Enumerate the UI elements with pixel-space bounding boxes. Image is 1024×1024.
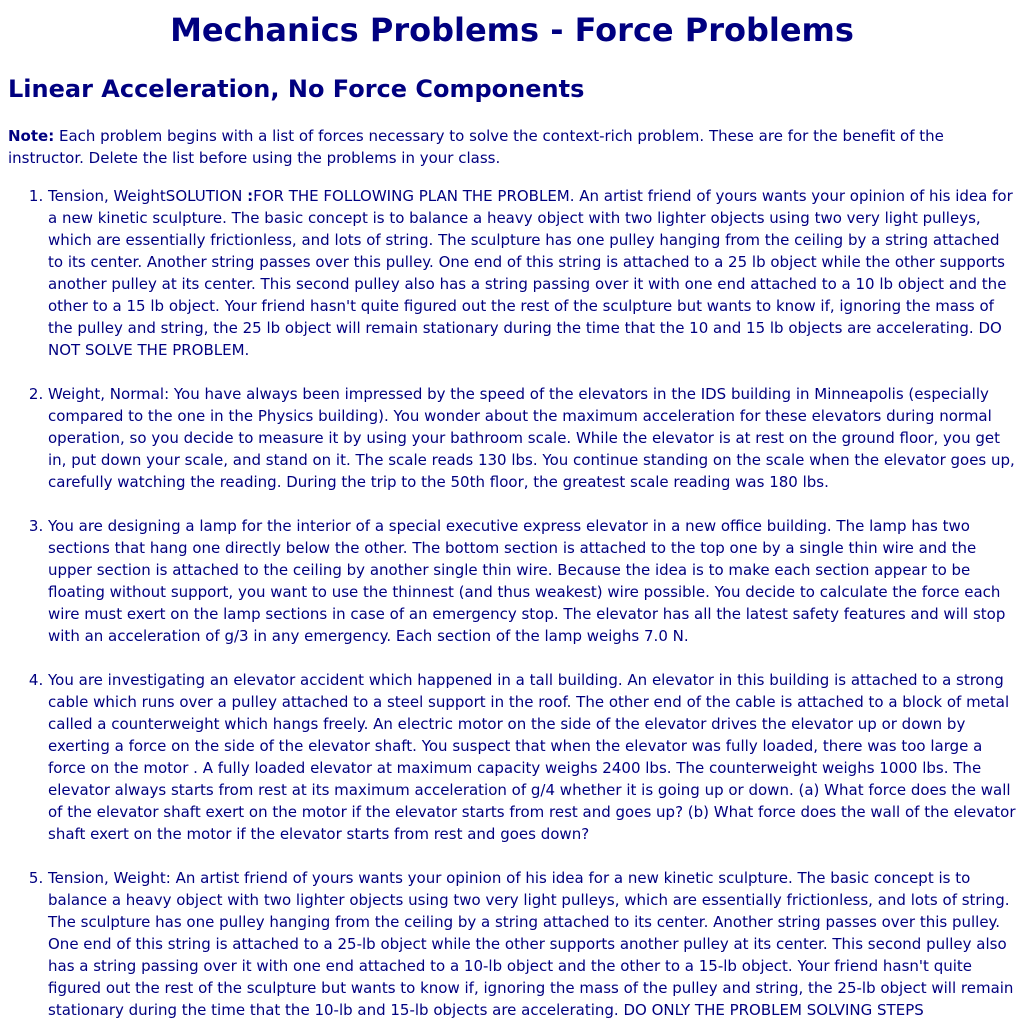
section-heading: Linear Acceleration, No Force Components	[8, 75, 585, 103]
instructor-note	[8, 125, 1008, 169]
problem-item-3	[48, 515, 1016, 647]
problem-3-text: You are designing a lamp for the interior of a special executive express elevator in a new office building. The lamp has two sections that hang one directly below the other. The bottom section is attached to the top one by a single thin wire and the upper section is attached to the ceiling by another single thin wire. Because the idea is to make each section appear to be floating without support, you want to use the thinnest (and thus weakest) wire possible. You decide to calculate the force each wire must exert on the lamp sections in case of an emergency stop. The elevator has all the latest safety features and will stop with an acceleration of g/3 in any emergency. Each section of the lamp weighs 7.0 N.	[48, 517, 1006, 645]
problem-item-5	[48, 867, 1016, 1021]
problem-item-4	[48, 669, 1016, 845]
note-label: Note:	[8, 127, 55, 145]
problem-item-2	[48, 383, 1016, 493]
problem-1-forces: Tension, WeightSOLUTION	[48, 187, 248, 205]
page-title: Mechanics Problems - Force Problems	[170, 11, 854, 49]
problem-list	[8, 185, 1016, 1024]
problem-5-text: Tension, Weight: An artist friend of yours wants your opinion of his idea for a new kinetic sculpture. The basic concept is to balance a heavy object with two lighter objects using two very light pulleys, which are essentially frictionless, and lots of string. The sculpture has one pulley hanging from the ceiling by a string attached to its center. Another string passes over this pulley. One end of this string is attached to a 25-lb object while the other supports another pulley at its center. This second pulley also has a string passing over it with one end attached to a 10-lb object and the other to a 15-lb object. Your friend hasn't quite figured out the rest of the sculpture but wants to know if, ignoring the mass of the pulley and string, the 25-lb object will remain stationary during the time that the 10-lb and 15-lb objects are accelerating. DO ONLY THE PROBLEM SOLVING STEPS	[48, 869, 1014, 1019]
problem-2-text: Weight, Normal: You have always been impressed by the speed of the elevators in the IDS building in Minneapolis (especially compared to the one in the Physics building). You wonder about the maximum acceleration for these elevators during normal operation, so you decide to measure it by using your bathroom scale. While the elevator is at rest on the ground floor, you get in, put down your scale, and stand on it. The scale reads 130 lbs. You continue standing on the scale when the elevator goes up, carefully watching the reading. During the trip to the 50th floor, the greatest scale reading was 180 lbs.	[48, 385, 1015, 491]
note-text: Each problem begins with a list of forces necessary to solve the context-rich problem. These are for the benefit of the instructor. Delete the list before using the problems in your class.	[8, 127, 944, 167]
problem-1-text: FOR THE FOLLOWING PLAN THE PROBLEM. An artist friend of yours wants your opinion of his idea for a new kinetic sculpture. The basic concept is to balance a heavy object with two lighter objects using two very light pulleys, which are essentially frictionless, and lots of string. The sculpture has one pulley hanging from the ceiling by a string attached to its center. Another string passes over this pulley. One end of this string is attached to a 25 lb object while the other supports another pulley at its center. This second pulley also has a string passing over it with one end attached to a 10 lb object and the other to a 15 lb object. Your friend hasn't quite figured out the rest of the sculpture but wants to know if, ignoring the mass of the pulley and string, the 25 lb object will remain stationary during the time that the 10 and 15 lb objects are accelerating. DO NOT SOLVE THE PROBLEM.	[48, 187, 1013, 359]
problem-item-1	[48, 185, 1016, 361]
problem-4-text: You are investigating an elevator accident which happened in a tall building. An elevator in this building is attached to a strong cable which runs over a pulley attached to a steel support in the roof. The other end of the cable is attached to a block of metal called a counterweight which hangs freely. An electric motor on the side of the elevator drives the elevator up or down by exerting a force on the side of the elevator shaft. You suspect that when the elevator was fully loaded, there was too large a force on the motor . A fully loaded elevator at maximum capacity weighs 2400 lbs. The counterweight weighs 1000 lbs. The elevator always starts from rest at its maximum acceleration of g/4 whether it is going up or down. (a) What force does the wall of the elevator shaft exert on the motor if the elevator starts from rest and goes up? (b) What force does the wall of the elevator shaft exert on the motor if the elevator starts from rest and goes down?	[48, 671, 1016, 843]
problem-1-colon: :	[247, 187, 254, 205]
